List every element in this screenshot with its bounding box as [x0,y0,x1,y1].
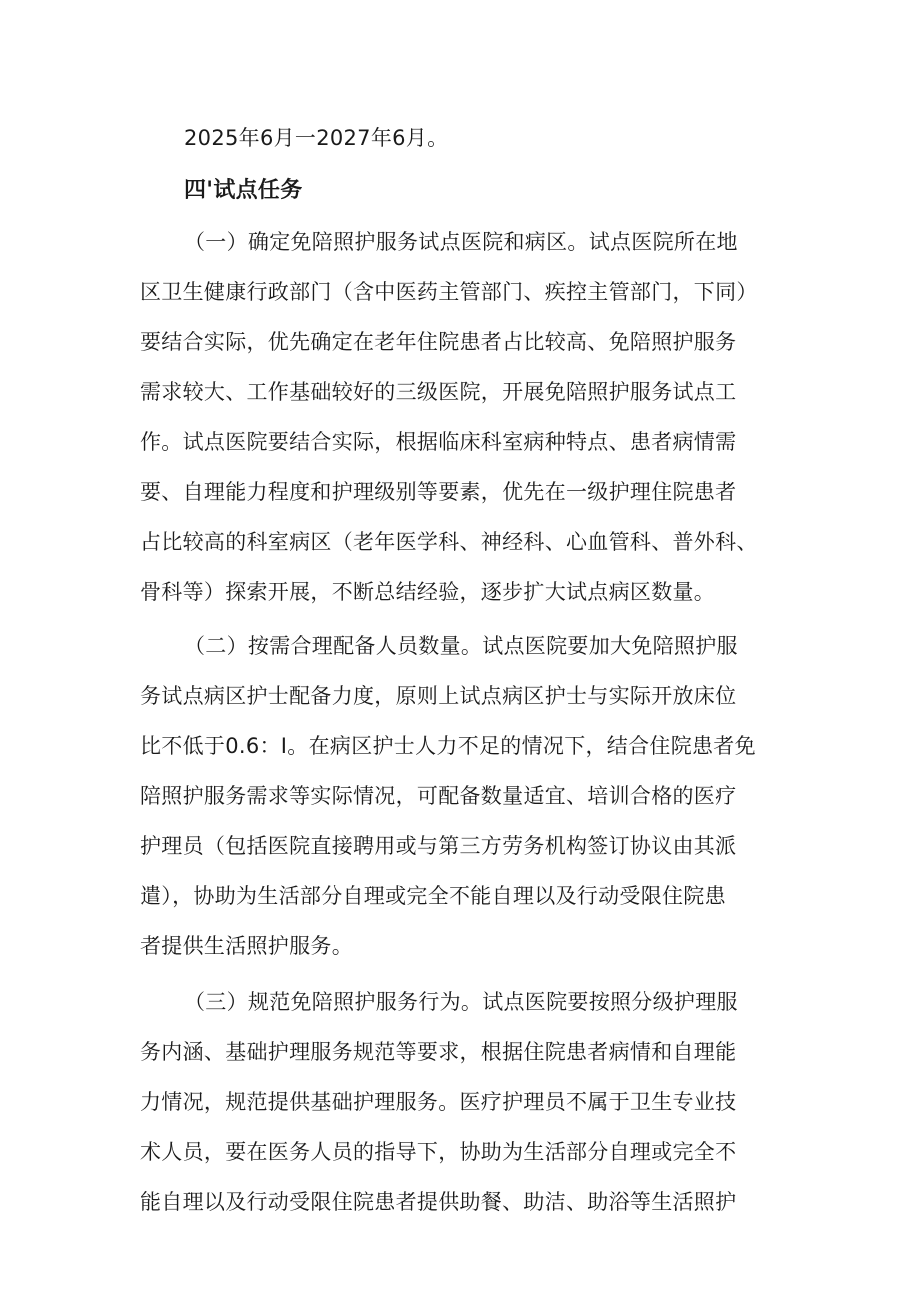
paragraph-3-line-2: 务内涵、基础护理服务规范等要求，根据住院患者病情和自理能 [140,1040,737,1064]
paragraph-2-line-7: 者提供生活照护服务。 [140,934,353,958]
paragraph-1-line-3: 要结合实际，优先确定在老年住院患者占比较高、免陪照护服务 [140,330,737,354]
paragraph-1-line-7: 占比较高的科室病区（老年医学科、神经科、心血管科、普外科、 [140,530,758,554]
paragraph-2-line-6: 遣），协助为生活部分自理或完全不能自理以及行动受限住院患 [140,884,726,908]
document-body [140,0,800,1301]
paragraph-2-line-1: （二）按需合理配备人员数量。试点医院要加大免陪照护服 [184,634,738,658]
paragraph-2-line-3: 比不低于0.6：I。在病区护士人力不足的情况下，结合住院患者免 [140,734,756,758]
section-heading: 四'试点任务 [184,178,303,203]
paragraph-2-line-5: 护理员（包括医院直接聘用或与第三方劳务机构签订协议由其派 [140,834,737,858]
paragraph-1-line-8: 骨科等）探索开展，不断总结经验，逐步扩大试点病区数量。 [140,580,716,604]
paragraph-1-line-4: 需求较大、工作基础较好的三级医院，开展免陪照护服务试点工 [140,380,737,404]
paragraph-3-line-3: 力情况，规范提供基础护理服务。医疗护理员不属于卫生专业技 [140,1090,737,1114]
paragraph-3-line-4: 术人员，要在医务人员的指导下，协助为生活部分自理或完全不 [140,1140,737,1164]
paragraph-3-line-1: （三）规范免陪照护服务行为。试点医院要按照分级护理服 [184,990,738,1014]
paragraph-2-line-2: 务试点病区护士配备力度，原则上试点病区护士与实际开放床位 [140,684,737,708]
paragraph-1-line-5: 作。试点医院要结合实际，根据临床科室病种特点、患者病情需 [140,430,737,454]
paragraph-3-line-5: 能自理以及行动受限住院患者提供助餐、助洁、助浴等生活照护 [140,1190,737,1214]
paragraph-2-line-4: 陪照护服务需求等实际情况，可配备数量适宜、培训合格的医疗 [140,784,737,808]
paragraph-1-line-6: 要、自理能力程度和护理级别等要素，优先在一级护理住院患者 [140,480,737,504]
date-range-line: 2025年6月一2027年6月。 [184,126,449,150]
paragraph-1-line-2: 区卫生健康行政部门（含中医药主管部门、疾控主管部门，下同） [140,280,758,304]
paragraph-1-line-1: （一）确定免陪照护服务试点医院和病区。试点医院所在地 [184,230,738,254]
